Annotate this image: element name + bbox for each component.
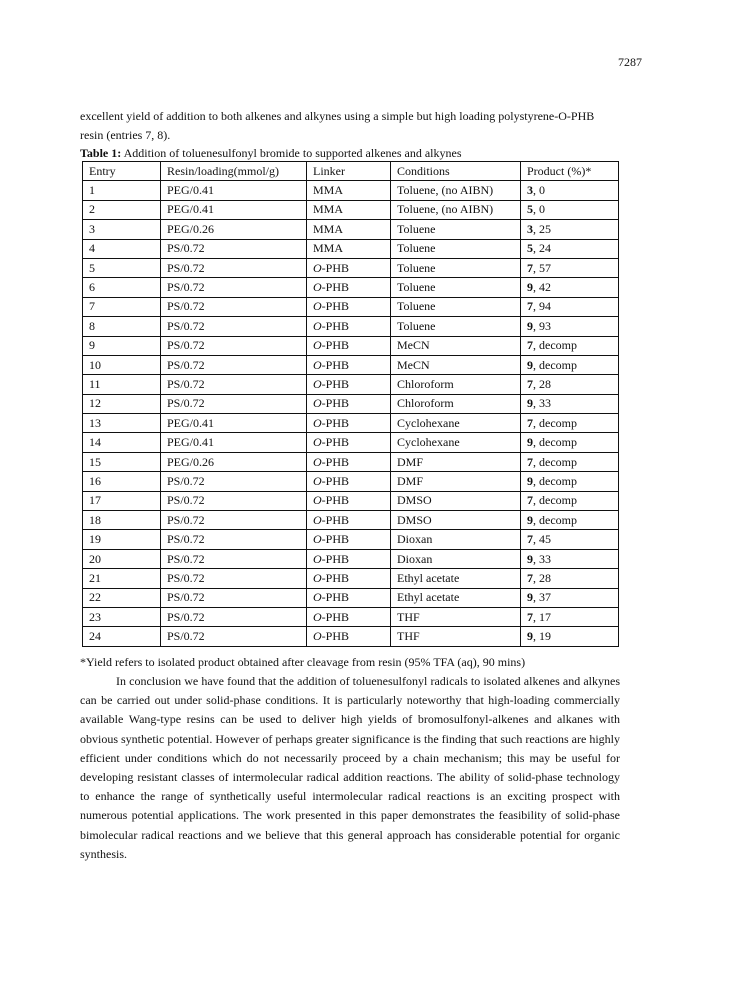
cell-linker bbox=[307, 200, 391, 219]
cell-linker bbox=[307, 297, 391, 316]
cell-linker bbox=[307, 278, 391, 297]
cell-product bbox=[521, 200, 619, 219]
linker-name: -PHB bbox=[321, 376, 350, 391]
cell-linker bbox=[307, 549, 391, 568]
cell-resin: PS/0.72 bbox=[161, 549, 307, 568]
table-row bbox=[83, 627, 619, 646]
product-yield: , 94 bbox=[533, 299, 551, 314]
table-row bbox=[83, 258, 619, 277]
table-caption-text: Addition of toluenesulfonyl bromide to supported alkenes and alkynes bbox=[121, 146, 462, 160]
cell-entry: 16 bbox=[83, 472, 161, 491]
product-number: 7 bbox=[527, 609, 533, 624]
cell-product bbox=[521, 433, 619, 452]
linker-prefix: O bbox=[313, 454, 322, 469]
cell-product bbox=[521, 375, 619, 394]
linker-prefix: O bbox=[313, 357, 322, 372]
product-yield: , 93 bbox=[533, 318, 551, 333]
cell-conditions: Toluene, (no AIBN) bbox=[391, 181, 521, 200]
cell-product bbox=[521, 607, 619, 626]
table-row bbox=[83, 278, 619, 297]
linker-prefix: O bbox=[313, 629, 322, 644]
table-row bbox=[83, 472, 619, 491]
cell-product bbox=[521, 452, 619, 471]
cell-resin: PS/0.72 bbox=[161, 375, 307, 394]
product-number: 9 bbox=[527, 396, 533, 411]
cell-product bbox=[521, 549, 619, 568]
cell-product bbox=[521, 569, 619, 588]
cell-conditions: Toluene bbox=[391, 297, 521, 316]
cell-entry: 2 bbox=[83, 200, 161, 219]
table-row bbox=[83, 491, 619, 510]
cell-entry: 5 bbox=[83, 258, 161, 277]
linker-name: -PHB bbox=[321, 590, 350, 605]
cell-linker bbox=[307, 433, 391, 452]
linker-name: MMA bbox=[313, 221, 344, 236]
product-yield: , 57 bbox=[533, 260, 551, 275]
cell-entry: 9 bbox=[83, 336, 161, 355]
cell-resin: PS/0.72 bbox=[161, 627, 307, 646]
cell-product bbox=[521, 414, 619, 433]
cell-product bbox=[521, 491, 619, 510]
cell-resin: PS/0.72 bbox=[161, 239, 307, 258]
product-number: 7 bbox=[527, 493, 533, 508]
linker-prefix: O bbox=[313, 280, 322, 295]
product-yield: , decomp bbox=[533, 357, 577, 372]
cell-conditions: DMSO bbox=[391, 511, 521, 530]
cell-product bbox=[521, 530, 619, 549]
product-number: 7 bbox=[527, 454, 533, 469]
header-entry: Entry bbox=[83, 162, 161, 181]
cell-product bbox=[521, 239, 619, 258]
linker-name: -PHB bbox=[321, 415, 350, 430]
header-conditions: Conditions bbox=[391, 162, 521, 181]
table-caption bbox=[80, 146, 620, 160]
product-yield: , 19 bbox=[533, 629, 551, 644]
product-yield: , 33 bbox=[533, 396, 551, 411]
cell-conditions: Chloroform bbox=[391, 394, 521, 413]
intro-paragraph: excellent yield of addition to both alkenes and alkynes using a simple but high loading polystyrene-O-PHB resin (entries 7, 8). bbox=[80, 109, 595, 142]
linker-prefix: O bbox=[313, 570, 322, 585]
linker-name: -PHB bbox=[321, 299, 350, 314]
linker-name: -PHB bbox=[321, 609, 350, 624]
cell-linker bbox=[307, 317, 391, 336]
table-row bbox=[83, 239, 619, 258]
cell-resin: PS/0.72 bbox=[161, 491, 307, 510]
product-yield: , decomp bbox=[533, 493, 577, 508]
cell-conditions: DMSO bbox=[391, 491, 521, 510]
cell-conditions: DMF bbox=[391, 472, 521, 491]
product-yield: , 24 bbox=[533, 241, 551, 256]
cell-entry: 14 bbox=[83, 433, 161, 452]
table-body bbox=[83, 181, 619, 646]
cell-conditions: Toluene bbox=[391, 220, 521, 239]
linker-name: -PHB bbox=[321, 435, 350, 450]
product-yield: , 28 bbox=[533, 570, 551, 585]
product-number: 7 bbox=[527, 415, 533, 430]
product-yield: , decomp bbox=[533, 473, 577, 488]
cell-resin: PEG/0.26 bbox=[161, 452, 307, 471]
cell-resin: PS/0.72 bbox=[161, 607, 307, 626]
cell-linker bbox=[307, 607, 391, 626]
cell-linker bbox=[307, 355, 391, 374]
cell-resin: PS/0.72 bbox=[161, 530, 307, 549]
table-row bbox=[83, 530, 619, 549]
product-yield: , 37 bbox=[533, 590, 551, 605]
linker-name: MMA bbox=[313, 183, 344, 198]
table-row bbox=[83, 414, 619, 433]
table-footnote: *Yield refers to isolated product obtained after cleavage from resin (95% TFA (aq), 90 mins) bbox=[80, 655, 526, 669]
cell-product bbox=[521, 220, 619, 239]
cell-product bbox=[521, 472, 619, 491]
product-yield: , decomp bbox=[533, 454, 577, 469]
linker-name: -PHB bbox=[321, 396, 350, 411]
table-row bbox=[83, 375, 619, 394]
cell-entry: 15 bbox=[83, 452, 161, 471]
header-product: Product (%)* bbox=[521, 162, 619, 181]
cell-resin: PEG/0.41 bbox=[161, 433, 307, 452]
table-row bbox=[83, 433, 619, 452]
table-row bbox=[83, 317, 619, 336]
cell-product bbox=[521, 511, 619, 530]
product-yield: , decomp bbox=[533, 435, 577, 450]
product-yield: , 42 bbox=[533, 280, 551, 295]
cell-conditions: Ethyl acetate bbox=[391, 569, 521, 588]
cell-conditions: Toluene bbox=[391, 239, 521, 258]
product-number: 3 bbox=[527, 221, 533, 236]
cell-resin: PS/0.72 bbox=[161, 317, 307, 336]
cell-entry: 21 bbox=[83, 569, 161, 588]
cell-resin: PS/0.72 bbox=[161, 355, 307, 374]
cell-conditions: MeCN bbox=[391, 336, 521, 355]
linker-name: -PHB bbox=[321, 493, 350, 508]
cell-entry: 1 bbox=[83, 181, 161, 200]
cell-conditions: THF bbox=[391, 607, 521, 626]
product-yield: , 0 bbox=[533, 183, 545, 198]
product-yield: , 33 bbox=[533, 551, 551, 566]
table-row bbox=[83, 511, 619, 530]
cell-conditions: Toluene bbox=[391, 317, 521, 336]
linker-prefix: O bbox=[313, 415, 322, 430]
linker-name: -PHB bbox=[321, 280, 350, 295]
cell-product bbox=[521, 297, 619, 316]
cell-resin: PEG/0.41 bbox=[161, 414, 307, 433]
cell-product bbox=[521, 278, 619, 297]
cell-conditions: Cyclohexane bbox=[391, 414, 521, 433]
product-yield: , 28 bbox=[533, 376, 551, 391]
product-yield: , 17 bbox=[533, 609, 551, 624]
linker-prefix: O bbox=[313, 318, 322, 333]
linker-name: -PHB bbox=[321, 512, 350, 527]
product-yield: , decomp bbox=[533, 415, 577, 430]
cell-entry: 18 bbox=[83, 511, 161, 530]
product-number: 9 bbox=[527, 590, 533, 605]
cell-linker bbox=[307, 472, 391, 491]
linker-prefix: O bbox=[313, 532, 322, 547]
cell-entry: 11 bbox=[83, 375, 161, 394]
cell-conditions: Chloroform bbox=[391, 375, 521, 394]
cell-conditions: MeCN bbox=[391, 355, 521, 374]
product-number: 7 bbox=[527, 570, 533, 585]
product-yield: , decomp bbox=[533, 338, 577, 353]
cell-linker bbox=[307, 530, 391, 549]
cell-linker bbox=[307, 452, 391, 471]
header-resin-loading: Resin/loading(mmol/g) bbox=[161, 162, 307, 181]
product-number: 5 bbox=[527, 202, 533, 217]
linker-prefix: O bbox=[313, 435, 322, 450]
cell-conditions: THF bbox=[391, 627, 521, 646]
conclusion-paragraph: In conclusion we have found that the addition of toluenesulfonyl radicals to isolated alkenes and alkynes can be carried out under solid-phase conditions. It is particularly noteworthy that high-loading commercially available Wang-type resins can be used to deliver high yields of bromosulfonyl-alkenes and alkanes with obvious synthetic potential. However of perhaps greater significance is the finding that such reactions are highly efficient under conditions which do not necessarily proceed by a chain mechanism; this may be useful for developing resistant classes of intermolecular radical addition reactions. The ability of solid-phase technology to enhance the range of synthetically useful intermolecular radical reactions is an exciting prospect with numerous potential applications. The work presented in this paper demonstrates the feasibility of solid-phase bimolecular radical reactions and we believe that this general approach has considerable potential for organic synthesis. bbox=[80, 674, 620, 861]
table-row bbox=[83, 452, 619, 471]
cell-entry: 7 bbox=[83, 297, 161, 316]
cell-conditions: DMF bbox=[391, 452, 521, 471]
cell-entry: 12 bbox=[83, 394, 161, 413]
cell-entry: 3 bbox=[83, 220, 161, 239]
product-yield: , decomp bbox=[533, 512, 577, 527]
product-number: 7 bbox=[527, 299, 533, 314]
cell-linker bbox=[307, 375, 391, 394]
cell-product bbox=[521, 336, 619, 355]
linker-name: -PHB bbox=[321, 570, 350, 585]
cell-resin: PS/0.72 bbox=[161, 472, 307, 491]
linker-name: -PHB bbox=[321, 629, 350, 644]
linker-prefix: O bbox=[313, 376, 322, 391]
cell-conditions: Toluene bbox=[391, 258, 521, 277]
linker-name: -PHB bbox=[321, 318, 350, 333]
cell-resin: PS/0.72 bbox=[161, 511, 307, 530]
cell-entry: 20 bbox=[83, 549, 161, 568]
linker-name: -PHB bbox=[321, 454, 350, 469]
cell-resin: PEG/0.41 bbox=[161, 181, 307, 200]
cell-linker bbox=[307, 491, 391, 510]
cell-entry: 19 bbox=[83, 530, 161, 549]
cell-product bbox=[521, 258, 619, 277]
cell-conditions: Dioxan bbox=[391, 530, 521, 549]
cell-linker bbox=[307, 239, 391, 258]
cell-product bbox=[521, 355, 619, 374]
table-row bbox=[83, 607, 619, 626]
linker-prefix: O bbox=[313, 299, 322, 314]
product-number: 7 bbox=[527, 532, 533, 547]
linker-name: -PHB bbox=[321, 338, 350, 353]
table-row bbox=[83, 569, 619, 588]
cell-linker bbox=[307, 181, 391, 200]
table-row bbox=[83, 588, 619, 607]
cell-linker bbox=[307, 569, 391, 588]
linker-prefix: O bbox=[313, 338, 322, 353]
cell-linker bbox=[307, 414, 391, 433]
cell-linker bbox=[307, 394, 391, 413]
cell-product bbox=[521, 627, 619, 646]
table-row bbox=[83, 549, 619, 568]
cell-linker bbox=[307, 258, 391, 277]
product-yield: , 0 bbox=[533, 202, 545, 217]
linker-prefix: O bbox=[313, 396, 322, 411]
linker-name: -PHB bbox=[321, 357, 350, 372]
table-row bbox=[83, 394, 619, 413]
product-number: 9 bbox=[527, 280, 533, 295]
cell-entry: 4 bbox=[83, 239, 161, 258]
header-linker: Linker bbox=[307, 162, 391, 181]
linker-prefix: O bbox=[313, 260, 322, 275]
cell-resin: PS/0.72 bbox=[161, 569, 307, 588]
cell-product bbox=[521, 317, 619, 336]
table-row bbox=[83, 200, 619, 219]
linker-name: MMA bbox=[313, 202, 344, 217]
cell-resin: PS/0.72 bbox=[161, 394, 307, 413]
product-number: 9 bbox=[527, 435, 533, 450]
product-yield: , 25 bbox=[533, 221, 551, 236]
cell-linker bbox=[307, 220, 391, 239]
table-caption-label: Table 1: bbox=[80, 146, 122, 160]
linker-prefix: O bbox=[313, 493, 322, 508]
results-table bbox=[82, 161, 619, 647]
cell-conditions: Toluene, (no AIBN) bbox=[391, 200, 521, 219]
linker-prefix: O bbox=[313, 609, 322, 624]
table-row bbox=[83, 297, 619, 316]
cell-entry: 24 bbox=[83, 627, 161, 646]
cell-product bbox=[521, 588, 619, 607]
cell-entry: 13 bbox=[83, 414, 161, 433]
product-number: 9 bbox=[527, 357, 533, 372]
page-number: 7287 bbox=[618, 55, 642, 69]
cell-linker bbox=[307, 511, 391, 530]
cell-resin: PEG/0.26 bbox=[161, 220, 307, 239]
table-row bbox=[83, 355, 619, 374]
product-yield: , 45 bbox=[533, 532, 551, 547]
cell-product bbox=[521, 181, 619, 200]
linker-prefix: O bbox=[313, 512, 322, 527]
linker-name: MMA bbox=[313, 241, 344, 256]
cell-entry: 22 bbox=[83, 588, 161, 607]
linker-name: -PHB bbox=[321, 260, 350, 275]
product-number: 3 bbox=[527, 183, 533, 198]
cell-conditions: Cyclohexane bbox=[391, 433, 521, 452]
product-number: 7 bbox=[527, 376, 533, 391]
linker-name: -PHB bbox=[321, 532, 350, 547]
cell-linker bbox=[307, 336, 391, 355]
cell-entry: 8 bbox=[83, 317, 161, 336]
cell-product bbox=[521, 394, 619, 413]
cell-entry: 17 bbox=[83, 491, 161, 510]
cell-resin: PS/0.72 bbox=[161, 588, 307, 607]
linker-prefix: O bbox=[313, 590, 322, 605]
cell-entry: 23 bbox=[83, 607, 161, 626]
product-number: 9 bbox=[527, 551, 533, 566]
cell-entry: 10 bbox=[83, 355, 161, 374]
linker-prefix: O bbox=[313, 473, 322, 488]
product-number: 7 bbox=[527, 260, 533, 275]
linker-name: -PHB bbox=[321, 551, 350, 566]
product-number: 7 bbox=[527, 338, 533, 353]
table-row bbox=[83, 220, 619, 239]
cell-resin: PS/0.72 bbox=[161, 258, 307, 277]
cell-linker bbox=[307, 588, 391, 607]
cell-resin: PS/0.72 bbox=[161, 336, 307, 355]
product-number: 5 bbox=[527, 241, 533, 256]
cell-resin: PS/0.72 bbox=[161, 297, 307, 316]
cell-resin: PEG/0.41 bbox=[161, 200, 307, 219]
product-number: 9 bbox=[527, 629, 533, 644]
cell-conditions: Toluene bbox=[391, 278, 521, 297]
cell-resin: PS/0.72 bbox=[161, 278, 307, 297]
table-header-row bbox=[83, 162, 619, 181]
table-row bbox=[83, 336, 619, 355]
table-row bbox=[83, 181, 619, 200]
linker-name: -PHB bbox=[321, 473, 350, 488]
product-number: 9 bbox=[527, 512, 533, 527]
product-number: 9 bbox=[527, 473, 533, 488]
product-number: 9 bbox=[527, 318, 533, 333]
linker-prefix: O bbox=[313, 551, 322, 566]
cell-entry: 6 bbox=[83, 278, 161, 297]
cell-conditions: Dioxan bbox=[391, 549, 521, 568]
cell-linker bbox=[307, 627, 391, 646]
cell-conditions: Ethyl acetate bbox=[391, 588, 521, 607]
